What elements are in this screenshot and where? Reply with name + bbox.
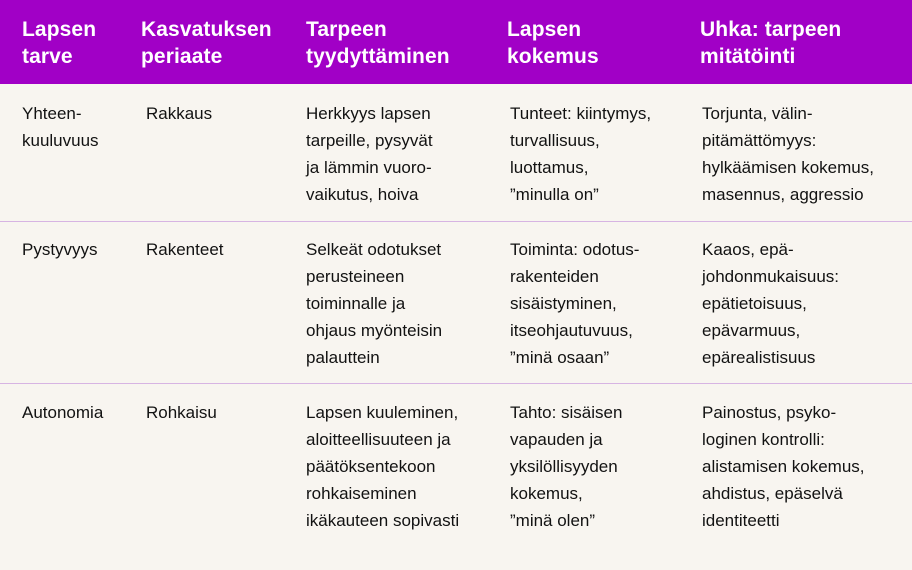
- table-row: [0, 84, 912, 221]
- cell-child-experience: Tunteet: kiintymys, turvallisuus, luottamus, ”minulla on”: [510, 104, 652, 204]
- header-need-satisfaction: Tarpeen tyydyttäminen: [306, 18, 450, 68]
- cell-need-satisfaction: Herkkyys lapsen tarpeille, pysyvät ja lämmin vuoro- vaikutus, hoiva: [306, 104, 433, 204]
- cell-threat: Kaaos, epä- johdonmukaisuus: epätietoisuus, epävarmuus, epärealistisuus: [702, 240, 840, 367]
- cell-child-experience: Toiminta: odotus- rakenteiden sisäistyminen, itseohjautuvuus, ”minä osaan”: [510, 240, 640, 367]
- cell-child-need: Yhteen- kuuluvuus: [22, 104, 99, 150]
- header-threat: Uhka: tarpeen mitätöinti: [700, 18, 842, 68]
- header-child-need: Lapsen tarve: [22, 18, 97, 68]
- header-child-experience: Lapsen kokemus: [507, 18, 599, 68]
- cell-need-satisfaction: Selkeät odotukset perusteineen toiminnalle ja ohjaus myönteisin palauttein: [306, 240, 443, 367]
- cell-child-need: Autonomia: [22, 403, 104, 422]
- cell-threat: Torjunta, välin- pitämättömyys: hylkäämisen kokemus, masennus, aggressio: [702, 104, 874, 204]
- cell-need-satisfaction: Lapsen kuuleminen, aloitteellisuuteen ja päätöksentekoon rohkaiseminen ikäkauteen sopivasti: [306, 403, 460, 530]
- table-row: [0, 222, 912, 383]
- header-parenting-principle: Kasvatuksen periaate: [141, 18, 272, 68]
- cell-threat: Painostus, psyko- loginen kontrolli: alistamisen kokemus, ahdistus, epäselvä identiteetti: [702, 403, 865, 530]
- cell-parenting-principle: Rohkaisu: [146, 403, 217, 422]
- cell-child-need: Pystyvyys: [22, 240, 98, 259]
- cell-parenting-principle: Rakenteet: [146, 240, 224, 259]
- table-row: [0, 384, 912, 570]
- cell-parenting-principle: Rakkaus: [146, 104, 213, 123]
- table-header: [0, 0, 912, 84]
- cell-child-experience: Tahto: sisäisen vapauden ja yksilöllisyyden kokemus, ”minä olen”: [510, 403, 623, 530]
